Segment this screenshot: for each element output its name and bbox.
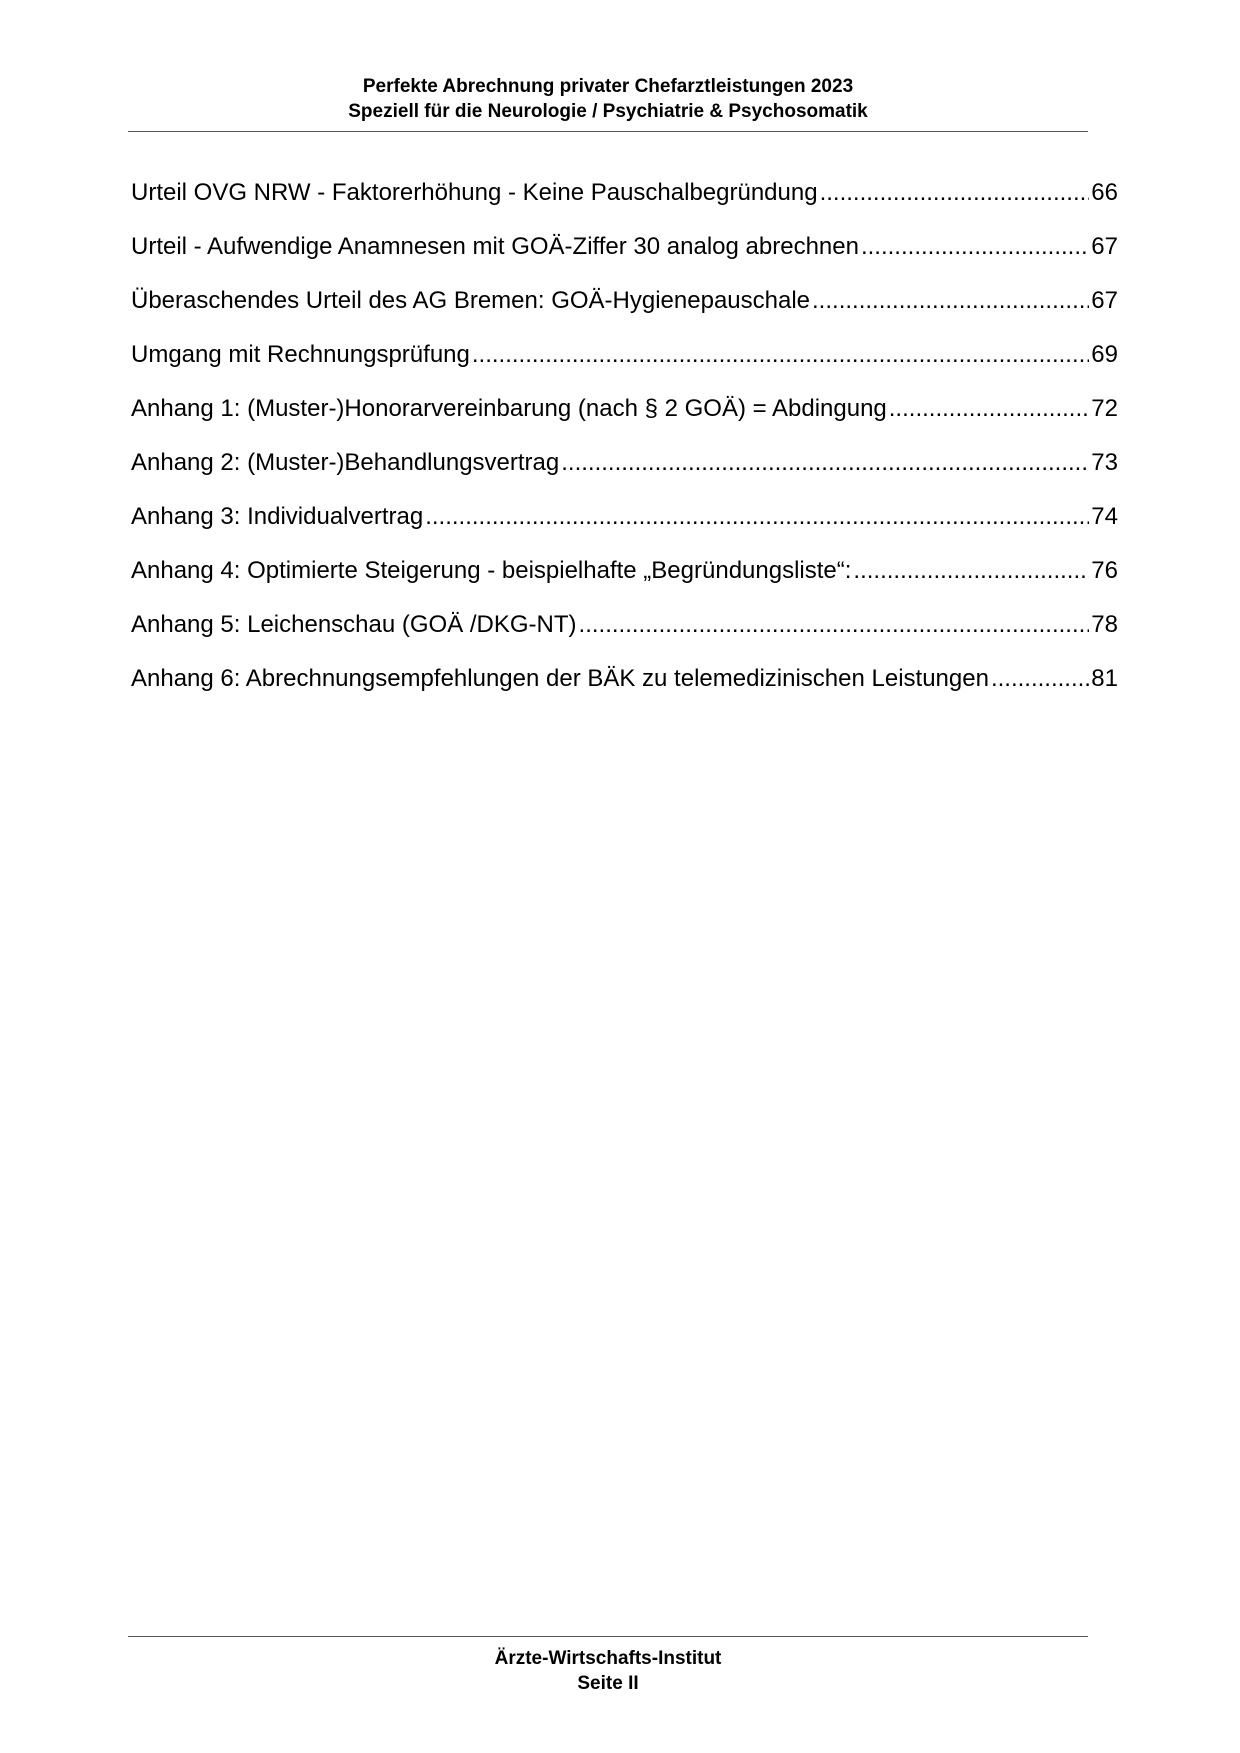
toc-entry-page: 72 [1091,395,1118,422]
toc-entry-title: Anhang 5: Leichenschau (GOÄ /DKG-NT) [131,611,577,638]
toc-entry-page: 69 [1091,341,1118,368]
toc-entry-page: 67 [1091,233,1118,260]
toc-entry-page: 73 [1091,449,1118,476]
header-subtitle: Speziell für die Neurologie / Psychiatrie & Psychosomatik [348,101,868,122]
page-header [128,74,1088,124]
footer-page-number: Seite II [577,1673,639,1694]
toc-entry-page: 78 [1091,611,1118,638]
toc-leader-dots [861,229,1089,265]
table-of-contents [131,175,1118,715]
toc-leader-dots [472,337,1089,373]
footer-divider [128,1636,1088,1637]
footer-publisher: Ärzte-Wirtschafts-Institut [494,1648,722,1669]
toc-entry-title: Überaschendes Urteil des AG Bremen: GOÄ-Hygienepauschale [131,287,811,314]
page-footer [128,1646,1088,1696]
header-title: Perfekte Abrechnung privater Chefarztleistungen 2023 [362,76,854,97]
toc-leader-dots [853,553,1089,589]
toc-entry[interactable] [131,499,1118,553]
toc-entry[interactable] [131,607,1118,661]
toc-leader-dots [425,499,1089,535]
toc-entry-title: Anhang 1: (Muster-)Honorarvereinbarung (nach § 2 GOÄ) = Abdingung [131,395,887,422]
toc-entry[interactable] [131,445,1118,499]
toc-leader-dots [579,607,1090,643]
toc-entry-title: Anhang 2: (Muster-)Behandlungsvertrag [131,449,560,476]
header-divider [128,131,1088,132]
toc-entry-page: 76 [1091,557,1118,584]
toc-entry[interactable] [131,175,1118,229]
toc-leader-dots [991,661,1089,697]
toc-entry[interactable] [131,229,1118,283]
toc-entry-page: 81 [1091,665,1118,692]
toc-leader-dots [812,283,1089,319]
toc-entry-title: Umgang mit Rechnungsprüfung [131,341,470,368]
toc-entry-title: Anhang 6: Abrechnungsempfehlungen der BÄK zu telemedizinischen Leistungen [131,665,989,692]
toc-entry-page: 74 [1091,503,1118,530]
toc-entry-title: Urteil - Aufwendige Anamnesen mit GOÄ-Ziffer 30 analog abrechnen [131,233,859,260]
toc-leader-dots [889,391,1090,427]
toc-entry[interactable] [131,337,1118,391]
toc-entry[interactable] [131,553,1118,607]
toc-leader-dots [820,175,1090,211]
toc-entry-title: Anhang 3: Individualvertrag [131,503,424,530]
toc-entry-page: 66 [1091,179,1118,206]
toc-entry[interactable] [131,391,1118,445]
toc-entry[interactable] [131,283,1118,337]
toc-entry-title: Urteil OVG NRW - Faktorerhöhung - Keine Pauschalbegründung [131,179,818,206]
toc-entry-title: Anhang 4: Optimierte Steigerung - beispielhafte „Begründungsliste“: [131,557,852,584]
toc-leader-dots [561,445,1089,481]
toc-entry-page: 67 [1091,287,1118,314]
toc-entry[interactable] [131,661,1118,715]
